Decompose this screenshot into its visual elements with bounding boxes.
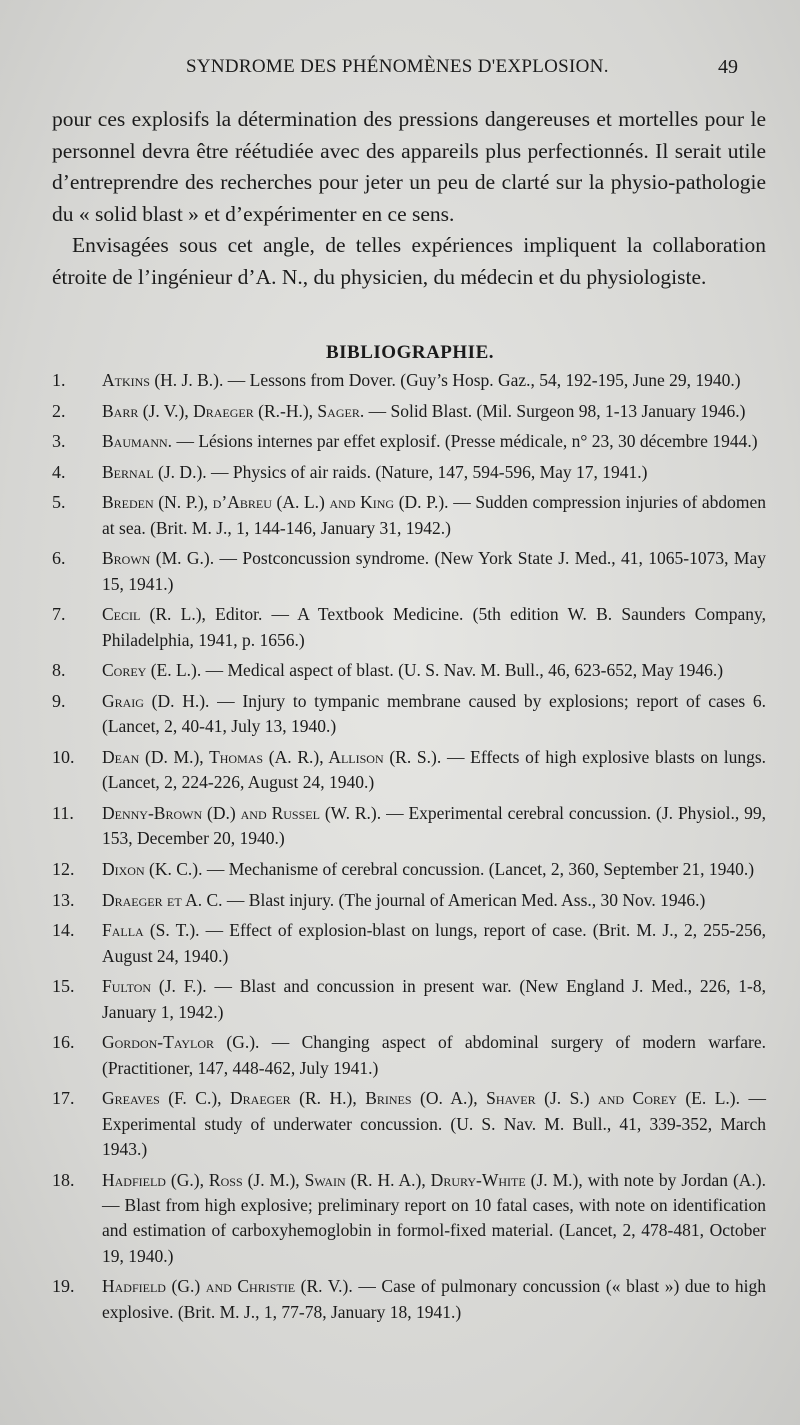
body-text bbox=[52, 104, 766, 293]
bibliography-entry bbox=[52, 745, 766, 796]
entry-citation: — Solid Blast. (Mil. Surgeon 98, 1-13 January 1946.) bbox=[368, 400, 746, 421]
running-title: SYNDROME DES PHÉNOMÈNES D'EXPLOSION. bbox=[186, 56, 609, 77]
entry-number: 3. bbox=[52, 431, 66, 452]
entry-number: 17. bbox=[52, 1088, 75, 1109]
entry-number: 9. bbox=[52, 690, 66, 711]
bibliography-list bbox=[52, 368, 766, 1330]
bibliography-entry bbox=[52, 602, 766, 653]
bibliography-entry bbox=[52, 460, 766, 485]
bibliography-entry bbox=[52, 1086, 766, 1162]
entry-number: 14. bbox=[52, 920, 75, 941]
page-header bbox=[0, 56, 800, 86]
entry-number: 7. bbox=[52, 604, 66, 625]
entry-citation: — Lésions internes par effet explosif. (Presse médicale, n° 23, 30 décembre 1944.) bbox=[176, 431, 758, 452]
entry-authors: Dixon (K. C.). bbox=[102, 858, 203, 879]
entry-number: 8. bbox=[52, 660, 66, 681]
bibliography-entry bbox=[52, 546, 766, 597]
bibliography-entry bbox=[52, 857, 766, 882]
entry-citation: — Blast injury. (The journal of American Med. Ass., 30 Nov. 1946.) bbox=[226, 889, 706, 910]
entry-citation: — Physics of air raids. (Nature, 147, 594-596, May 17, 1941.) bbox=[211, 461, 648, 482]
entry-citation: — Medical aspect of blast. (U. S. Nav. M. Bull., 46, 623-652, May 1946.) bbox=[205, 660, 724, 681]
bibliography-entry bbox=[52, 689, 766, 740]
entry-authors: Hadfield (G.) and Christie (R. V.). bbox=[102, 1276, 353, 1297]
section-title: BIBLIOGRAPHIE. bbox=[325, 342, 494, 363]
entry-authors: Atkins (H. J. B.). bbox=[102, 370, 224, 390]
bibliography-entry bbox=[52, 1168, 766, 1270]
entry-number: 18. bbox=[52, 1169, 75, 1190]
bibliography-entry bbox=[52, 1030, 766, 1081]
entry-authors: Barr (J. V.), Draeger (R.-H.), Sager. bbox=[102, 400, 365, 421]
entry-number: 1. bbox=[52, 370, 66, 390]
entry-citation: — Injury to tympanic membrane caused by explosions; report of cases 6. (Lancet, 2, 40-41, July 13, 1940.) bbox=[102, 690, 767, 737]
entry-number: 11. bbox=[52, 802, 74, 823]
entry-authors: Fulton (J. F.). bbox=[102, 976, 207, 997]
entry-authors: Bernal (J. D.). bbox=[102, 461, 207, 482]
page-number: 49 bbox=[718, 56, 738, 78]
entry-citation: — Mechanisme of cerebral concussion. (Lancet, 2, 360, September 21, 1940.) bbox=[206, 858, 755, 879]
entry-citation: — Lessons from Dover. (Guy’s Hosp. Gaz., 54, 192-195, June 29, 1940.) bbox=[227, 370, 741, 390]
bibliography-entry bbox=[52, 888, 766, 913]
entry-authors: Baumann. bbox=[102, 431, 173, 452]
entry-authors: Brown (M. G.). bbox=[102, 548, 215, 569]
entry-citation: — Effect of explosion-blast on lungs, report of case. (Brit. M. J., 2, 255-256, August 24, 1940.) bbox=[102, 920, 767, 966]
entry-citation: — Experimental study of underwater concussion. (U. S. Nav. M. Bull., 41, 339-352, March 1943.) bbox=[102, 1088, 767, 1159]
entry-authors: Greaves (F. C.), Draeger (R. H.), Brines (O. A.), Shaver (J. S.) and Corey (E. L.). bbox=[102, 1088, 741, 1109]
entry-citation: — Blast and concussion in present war. (New England J. Med., 226, 1-8, January 1, 1942.) bbox=[102, 976, 766, 1022]
entry-authors: Gordon-Taylor (G.). bbox=[102, 1032, 260, 1053]
entry-number: 13. bbox=[52, 889, 75, 910]
paragraph: Envisagées sous cet angle, de telles expériences impliquent la collaboration étroite de l’ingénieur d’A. N., du physicien, du médecin et du physiologiste. bbox=[52, 233, 766, 289]
entry-authors: Graig (D. H.). bbox=[102, 690, 210, 711]
entry-number: 5. bbox=[52, 492, 66, 513]
entry-citation: Editor. — A Textbook Medicine. (5th edition W. B. Saunders Company, Philadelphia, 1941, p. 1656.) bbox=[102, 604, 767, 650]
entry-citation: — Case of pulmonary concussion (« blast ») due to high explosive. (Brit. M. J., 1, 77-78, January 18, 1941.) bbox=[102, 1276, 767, 1322]
bibliography-entry bbox=[52, 1274, 766, 1325]
entry-citation: — Changing aspect of abdominal surgery of modern warfare. (Practitioner, 147, 448-462, July 1941.) bbox=[102, 1032, 766, 1078]
entry-number: 10. bbox=[52, 746, 75, 767]
entry-number: 19. bbox=[52, 1276, 75, 1297]
entry-authors: Breden (N. P.), d’Abreu (A. L.) and King (D. P.). bbox=[102, 492, 449, 513]
entry-number: 6. bbox=[52, 548, 66, 569]
entry-citation: — Postconcussion syndrome. (New York State J. Med., 41, 1065-1073, May 15, 1941.) bbox=[102, 548, 766, 594]
entry-authors: Draeger et A. C. bbox=[102, 889, 223, 910]
entry-number: 16. bbox=[52, 1032, 75, 1053]
entry-number: 12. bbox=[52, 858, 75, 879]
bibliography-entry bbox=[52, 429, 766, 454]
entry-authors: Hadfield (G.), Ross (J. M.), Swain (R. H. A.), Drury-White (J. M.), bbox=[102, 1169, 583, 1190]
bibliography-entry bbox=[52, 658, 766, 683]
paragraph: pour ces explosifs la détermination des pressions dangereuses et mortelles pour le personnel devra être réétudiée avec des appareils plus perfectionnés. Il serait utile d’entreprendre des recherches pour jeter un peu de clarté sur la physio-pathologie du « solid blast » et d’expérimenter en ce sens. bbox=[52, 107, 766, 226]
entry-citation: — Experimental cerebral concussion. (J. Physiol., 99, 153, December 20, 1940.) bbox=[102, 802, 767, 849]
entry-authors: Falla (S. T.). bbox=[102, 920, 200, 941]
bibliography-entry bbox=[52, 918, 766, 969]
entry-citation: — Effects of high explosive blasts on lungs. (Lancet, 2, 224-226, August 24, 1940.) bbox=[102, 746, 767, 793]
entry-authors: Denny-Brown (D.) and Russel (W. R.). bbox=[102, 802, 382, 823]
entry-number: 4. bbox=[52, 461, 66, 482]
bibliography-entry bbox=[52, 974, 766, 1025]
bibliography-entry bbox=[52, 801, 766, 852]
entry-number: 2. bbox=[52, 400, 66, 421]
bibliography-entry bbox=[52, 399, 766, 424]
entry-authors: Dean (D. M.), Thomas (A. R.), Allison (R. S.). bbox=[102, 746, 442, 767]
entry-number: 15. bbox=[52, 976, 75, 997]
entry-authors: Corey (E. L.). bbox=[102, 660, 202, 681]
entry-citation: — Sudden compression injuries of abdomen at sea. (Brit. M. J., 1, 144-146, January 31, 1942.) bbox=[102, 492, 766, 538]
entry-citation: with note by Jordan (A.). — Blast from high explosive; preliminary report on 10 fatal cases, with note on identification and estimation of carboxyhemoglobin in formol-fixed material. (Lancet, 2, 478-481, October 19, 1940.) bbox=[102, 1169, 766, 1266]
entry-authors: Cecil (R. L.), bbox=[102, 604, 206, 625]
bibliography-entry bbox=[52, 368, 766, 393]
bibliography-entry bbox=[52, 490, 766, 541]
